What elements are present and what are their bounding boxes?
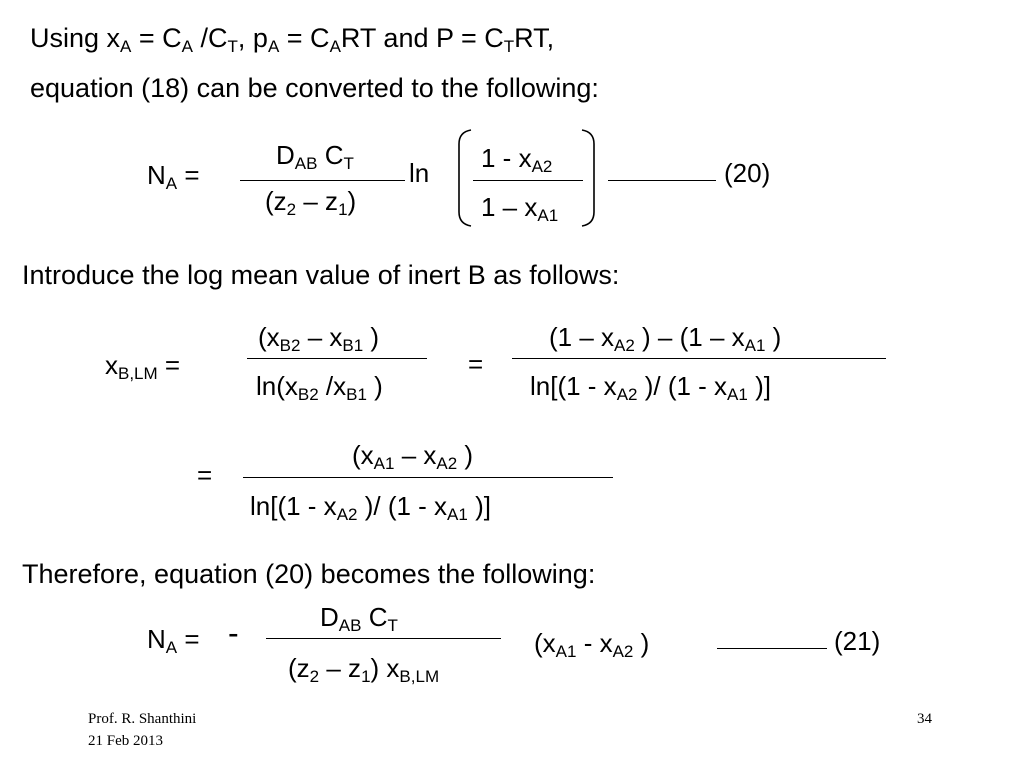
xblm-lhs: $x_{B,LM}$ = xyxy=(105,350,181,383)
eq20-left-paren-icon xyxy=(455,128,475,228)
xblm-f1-denominator: $\ln(x_{B2}$ $/x_{B1}$ ) xyxy=(256,371,383,404)
eq20-lhs: $N_A$ = xyxy=(147,160,200,193)
xblm-f3-denominator: $\ln[(1 - x_{A2}$ )/ ($1 - x_{A1}$ )] xyxy=(250,491,491,524)
eq21-leader-line xyxy=(717,648,827,649)
eq20-label: (20) xyxy=(724,158,771,188)
xblm-equals-2: = xyxy=(197,460,213,490)
eq20-inner-numerator: $1 - x_{A2}$ xyxy=(481,143,553,176)
eq21-fraction-bar xyxy=(266,638,501,639)
page-number: 34 xyxy=(917,711,932,727)
xblm-f1-numerator: ($x_{B2} - x_{B1}$ ) xyxy=(258,322,380,355)
eq20-numerator: $D_{AB}$ $C_T$ xyxy=(276,140,354,173)
footer-date: 21 Feb 2013 xyxy=(88,733,163,749)
log-mean-intro: Introduce the log mean value of inert B as follows: xyxy=(22,260,620,290)
eq21-factor: ($x_{A1} - x_{A2}$ ) xyxy=(534,628,650,661)
xblm-f2-fraction-bar xyxy=(512,358,886,359)
xblm-f1-fraction-bar xyxy=(247,358,427,359)
eq20-leader-line xyxy=(608,180,716,181)
eq20-denominator: $(z_2 - z_1)$ xyxy=(265,186,357,219)
eq20-right-paren-icon xyxy=(578,128,598,228)
intro-line-2: equation (18) can be converted to the following: xyxy=(30,73,599,103)
eq21-label: (21) xyxy=(834,626,881,656)
eq20-inner-denominator: $1 - x_{A1}$ xyxy=(481,192,559,225)
eq21-numerator: $D_{AB}$ $C_T$ xyxy=(320,602,398,635)
eq20-fraction-bar xyxy=(240,180,405,181)
xblm-f2-denominator: $\ln[(1 - x_{A2}$ )/ ($1 - x_{A1}$ )] xyxy=(530,371,771,404)
eq21-denominator: $(z_2 - z_1)$ $x_{B,LM}$ xyxy=(288,653,440,686)
xblm-f3-numerator: ($x_{A1} - x_{A2}$ ) xyxy=(352,440,474,473)
xblm-equals-1: = xyxy=(468,349,484,379)
eq21-lhs: $N_A$ = xyxy=(147,624,200,657)
footer-author: Prof. R. Shanthini xyxy=(88,711,197,727)
therefore-text: Therefore, equation (20) becomes the following: xyxy=(22,559,596,589)
intro-line-1: Using $x_A = C_A$ $/C_T$, $p_A = C_ART$ and $P = C_TRT$, xyxy=(30,23,555,56)
eq21-minus-sign: - xyxy=(228,615,239,651)
xblm-f2-numerator: ($1 - x_{A2}$ ) – ($1 - x_{A1}$ ) xyxy=(549,322,782,355)
eq20-inner-fraction-bar xyxy=(473,180,583,181)
xblm-f3-fraction-bar xyxy=(243,477,613,478)
eq20-ln: ln xyxy=(409,158,430,188)
